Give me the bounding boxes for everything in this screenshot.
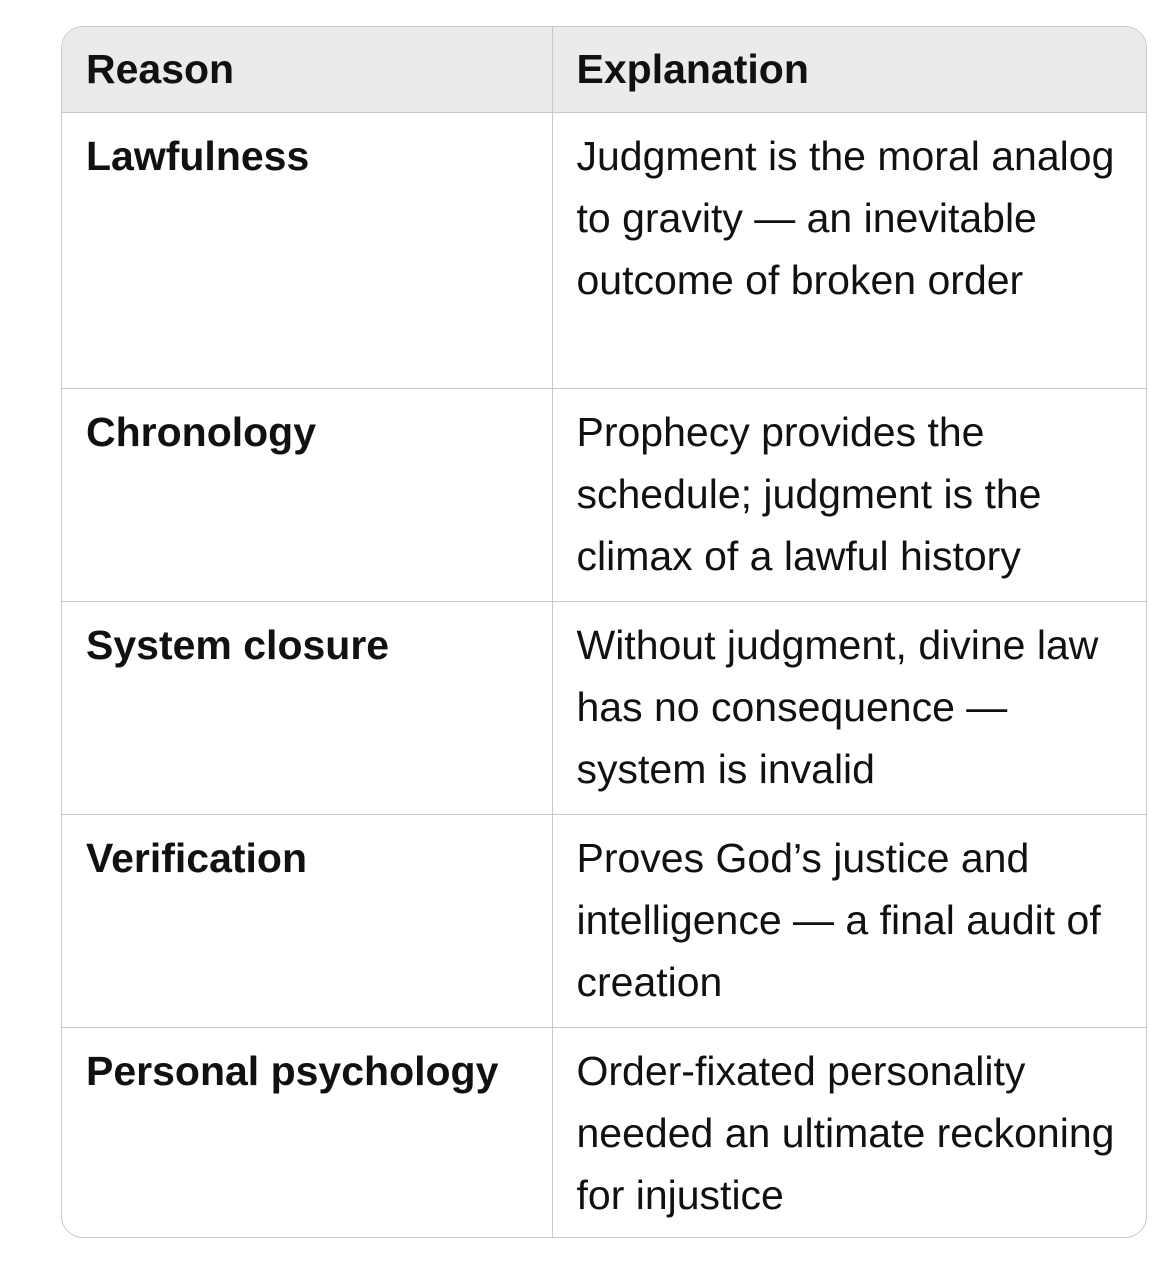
reason-cell: System closure	[62, 601, 552, 814]
column-header-reason: Reason	[62, 27, 552, 112]
data-table	[62, 27, 1146, 1238]
explanation-cell: Without judgment, divine law has no consequence — system is invalid	[552, 601, 1146, 814]
reason-cell: Lawfulness	[62, 112, 552, 388]
table-row	[62, 388, 1146, 601]
reason-cell: Chronology	[62, 388, 552, 601]
explanation-cell: Prophecy provides the schedule; judgment is the climax of a lawful history	[552, 388, 1146, 601]
table-row	[62, 1027, 1146, 1238]
table-row	[62, 814, 1146, 1027]
reason-explanation-table	[61, 26, 1147, 1238]
reason-cell: Verification	[62, 814, 552, 1027]
table-row	[62, 112, 1146, 388]
explanation-cell: Order-fixated personality needed an ultimate reckoning for injustice	[552, 1027, 1146, 1238]
table-body	[62, 112, 1146, 1238]
explanation-cell: Judgment is the moral analog to gravity — an inevitable outcome of broken order	[552, 112, 1146, 388]
header-row	[62, 27, 1146, 112]
table-header	[62, 27, 1146, 112]
column-header-explanation: Explanation	[552, 27, 1146, 112]
explanation-cell: Proves God’s justice and intelligence — a final audit of creation	[552, 814, 1146, 1027]
reason-cell: Personal psychology	[86, 1047, 499, 1094]
table-row	[62, 601, 1146, 814]
